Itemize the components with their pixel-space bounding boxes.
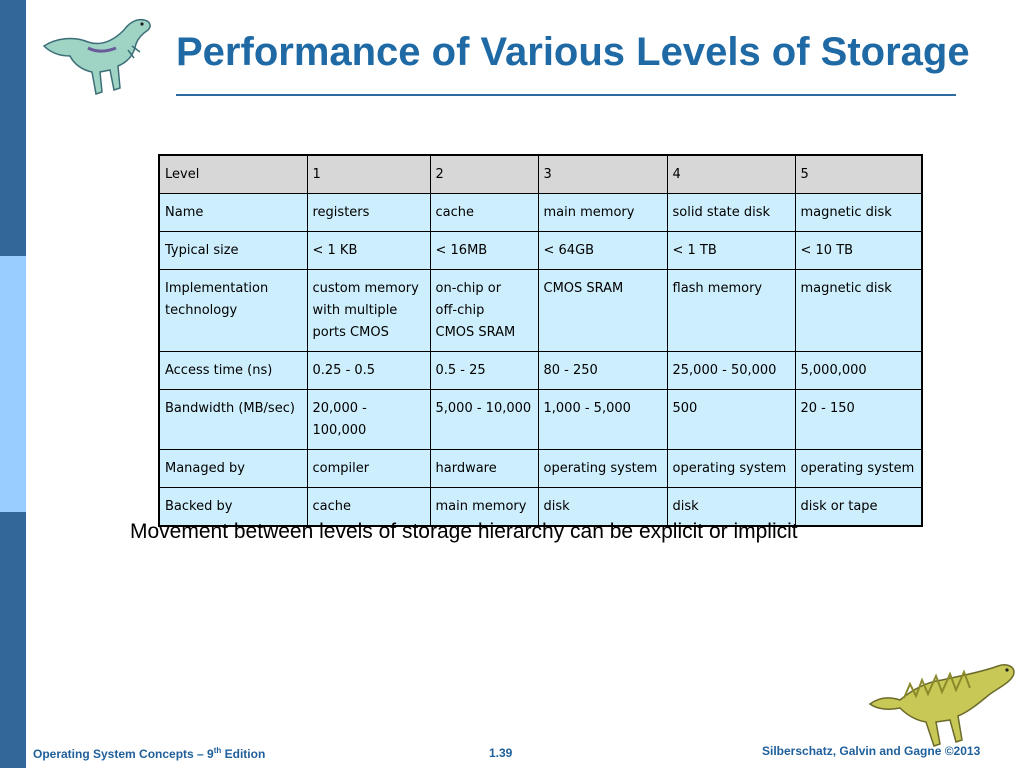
- sidebar-bottom-band: [0, 512, 26, 768]
- table-cell: operating system: [667, 450, 795, 488]
- table-cell: 0.25 - 0.5: [307, 352, 430, 390]
- table-row: [159, 270, 922, 352]
- table-header-cell: Level: [159, 155, 307, 194]
- table-cell: cache: [307, 488, 430, 527]
- table-cell: < 1 TB: [667, 232, 795, 270]
- dinosaur-icon: [36, 8, 156, 98]
- table-cell: Managed by: [159, 450, 307, 488]
- table-cell: 20 - 150: [795, 390, 922, 450]
- footer-page-number: 1.39: [489, 746, 513, 760]
- sidebar-middle-band: [0, 256, 26, 512]
- table-cell: disk: [538, 488, 667, 527]
- table-header-cell: 2: [430, 155, 538, 194]
- table-row: [159, 390, 922, 450]
- table-header-cell: 4: [667, 155, 795, 194]
- table-cell: CMOS SRAM: [538, 270, 667, 352]
- table-header-cell: 5: [795, 155, 922, 194]
- table-cell: operating system: [795, 450, 922, 488]
- table-cell: operating system: [538, 450, 667, 488]
- table-cell: disk: [667, 488, 795, 527]
- table-header-row: [159, 155, 922, 194]
- table-cell: 500: [667, 390, 795, 450]
- table-cell: Typical size: [159, 232, 307, 270]
- table-cell: compiler: [307, 450, 430, 488]
- table-cell: 0.5 - 25: [430, 352, 538, 390]
- table-cell: cache: [430, 194, 538, 232]
- table-cell: < 1 KB: [307, 232, 430, 270]
- table-cell: registers: [307, 194, 430, 232]
- table-cell: < 10 TB: [795, 232, 922, 270]
- table-cell: disk or tape: [795, 488, 922, 527]
- table-cell: Access time (ns): [159, 352, 307, 390]
- table-cell: 25,000 - 50,000: [667, 352, 795, 390]
- table-header-cell: 1: [307, 155, 430, 194]
- table-cell: on-chip or off-chip CMOS SRAM: [430, 270, 538, 352]
- slide-caption: Movement between levels of storage hierarchy can be explicit or implicit: [130, 520, 798, 543]
- table-cell: magnetic disk: [795, 270, 922, 352]
- table-cell: hardware: [430, 450, 538, 488]
- table-header-cell: 3: [538, 155, 667, 194]
- table-cell: main memory: [538, 194, 667, 232]
- footer-copyright: Silberschatz, Galvin and Gagne ©2013: [762, 744, 981, 758]
- table-cell: magnetic disk: [795, 194, 922, 232]
- table-row: [159, 232, 922, 270]
- table-cell: 5,000 - 10,000: [430, 390, 538, 450]
- table-cell: 20,000 - 100,000: [307, 390, 430, 450]
- table-cell: < 16MB: [430, 232, 538, 270]
- table-cell: 5,000,000: [795, 352, 922, 390]
- table-cell: Bandwidth (MB/sec): [159, 390, 307, 450]
- table-row: [159, 450, 922, 488]
- table-cell: main memory: [430, 488, 538, 527]
- table-cell: Backed by: [159, 488, 307, 527]
- page-title: Performance of Various Levels of Storage: [176, 30, 970, 74]
- table-cell: < 64GB: [538, 232, 667, 270]
- table-cell: custom memory with multiple ports CMOS: [307, 270, 430, 352]
- footer-book-title: Operating System Concepts – 9th Edition: [33, 746, 266, 761]
- storage-levels-table: [158, 154, 923, 527]
- table-cell: Name: [159, 194, 307, 232]
- table-cell: solid state disk: [667, 194, 795, 232]
- dinosaur-icon: [864, 660, 1020, 750]
- table-cell: flash memory: [667, 270, 795, 352]
- table-row: [159, 194, 922, 232]
- sidebar-top-band: [0, 0, 26, 256]
- title-divider: [176, 94, 956, 96]
- table-cell: Implementation technology: [159, 270, 307, 352]
- table-cell: 80 - 250: [538, 352, 667, 390]
- table-row: [159, 352, 922, 390]
- table-cell: 1,000 - 5,000: [538, 390, 667, 450]
